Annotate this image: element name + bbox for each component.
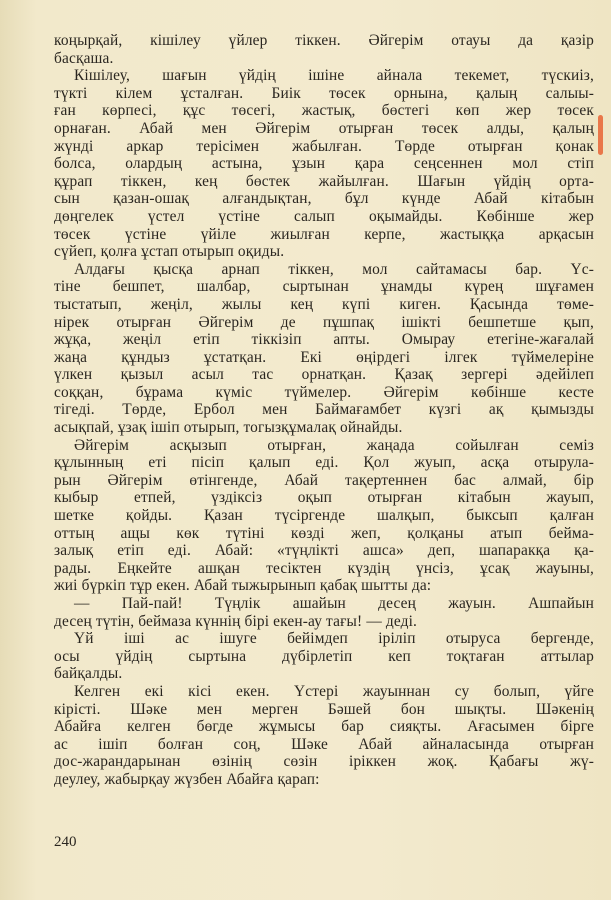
text-line: ас ішіп болған соң, Шәке Абай айналасында отырған (54, 735, 594, 753)
text-line: түкті кілем ұсталған. Биік төсек орнына, қалың салыы- (54, 84, 594, 102)
text-line: деулеу, жабырқау жүзбен Абайға қарап: (54, 770, 320, 788)
text-line: Алдағы қысқа арнап тіккен, мол сайтамасы бар. Үс- (74, 260, 594, 278)
text-line: кыбыр етпей, үздіксіз оқып отырған кітабын жауып, (54, 489, 594, 507)
text-line: шетке қойды. Қазан түсіргенде шалқып, быксып қалған (54, 507, 594, 525)
text-line: сын қазан-ошақ алғандықтан, бұл күнде Абай кітабын (54, 190, 594, 208)
text-line: залық етіп еді. Абай: «түңлікті ашса» деп, шапаракқа қа- (54, 542, 594, 560)
page-number: 240 (54, 834, 77, 850)
text-line: төсек үстіне үйіле жиылған керпе, жастыққа арқасын (54, 225, 594, 243)
text-line: тыстатып, жеңіл, жылы кең күпі киген. Қасында төме- (54, 295, 594, 313)
text-line: — Пай-пай! Түңлік ашайын десең жауын. Ашпайын (74, 595, 594, 612)
text-line: құлынның еті пісіп қалып еді. Қол жуып, асқа отырула- (54, 454, 594, 472)
text-line: нірек отырған Әйгерім де пұшпақ ішікті бешпетше қып, (54, 313, 594, 331)
text-line: ған көрпесі, құс төсегі, жастық, бөстегі көп жер төсек (54, 102, 594, 120)
text-line: жүнді аркар терісімен жабылған. Төрде отырған қонак (54, 137, 594, 155)
text-line: рады. Еңкейте ашқан тесіктен күздің үнсіз, ұсақ жауыны, (54, 559, 594, 577)
text-line: құрап тіккен, кең бөстек жайылған. Шағын үйдің орта- (54, 172, 594, 190)
text-line: жаңа құндыз ұстатқан. Екі өңірдегі ілгек түймелеріне (54, 348, 594, 366)
text-line: орнаған. Абай мен Әйгерім отырған төсек алды, қалың (54, 119, 594, 137)
text-line: басқаша. (54, 49, 114, 67)
text-line: Әйгерім асқызып отырған, жаңада сойылған семіз (74, 436, 594, 454)
text-line: рын Әйгерім өтінгенде, Абай тақертеннен бас алмай, бір (54, 471, 594, 489)
text-line: десең түтін, беймаза күннің бірі екен-ау тағы! — деді. (54, 612, 418, 630)
text-line: осы үйдің сыртына дүбірлетіп кеп тоқтаған аттылар (54, 647, 594, 665)
text-line: Абайға келген бөгде жұмысы бар сияқты. Ағасымен бірге (54, 718, 594, 736)
text-line: дос-жарандарынан өзінің сөзін іріккен жоқ. Қабағы жү- (54, 753, 594, 771)
text-line: болса, олардың астына, ұзын қара сеңсеннен мол стіп (54, 155, 594, 173)
text-line: оттың ащы көк түтіні көзді жеп, қолқаны атып беймa- (54, 524, 594, 542)
margin-mark (598, 115, 603, 155)
text-line: сүйеп, қолға ұстап отырып оқиды. (54, 243, 285, 261)
text-line: Келген екі кісі екен. Үстері жауыннан су болып, үйге (74, 682, 594, 700)
text-line: байқалды. (54, 665, 123, 683)
text-line: Кішілеу, шағын үйдің ішіне айнала текемет, түскиіз, (74, 67, 594, 85)
text-line: соққан, бұрама күміс түймелер. Әйгерім көбінше кесте (54, 383, 594, 401)
text-line: тіне бешпет, шалбар, сыртынан ұнамды күрең шұғамен (54, 278, 594, 296)
text-line: тігеді. Төрде, Ербол мен Баймағамбет күзгі ақ қымызды (54, 401, 594, 419)
body-text (54, 32, 594, 789)
text-line: жұқа, жеңіл етіп тіккізіп апты. Омырау етегіне-жағалай (54, 331, 594, 349)
text-line: дөңгелек үстел үстіне салып оқымайды. Көбінше жер (54, 207, 594, 225)
text-line: жиі бүркіп тұр екен. Абай тыжырынып қабақ шытты да: (54, 577, 432, 595)
text-line: асықпай, ұзақ ішіп отырып, тогызқұмалақ ойнайды. (54, 419, 403, 437)
text-line: коңырқай, кішілеу үйлер тіккен. Әйгерім отауы да қазір (54, 32, 594, 49)
text-line: үлкен қызыл асыл тас орнатқан. Қазақ зергері әдейілеп (54, 366, 594, 384)
text-line: Үй іші ас ішуге бейімдеп іріліп отыруса бергенде, (74, 630, 594, 648)
text-line: кірісті. Шәке мен мерген Бәшей бон шықты. Шәкенің (54, 700, 594, 718)
